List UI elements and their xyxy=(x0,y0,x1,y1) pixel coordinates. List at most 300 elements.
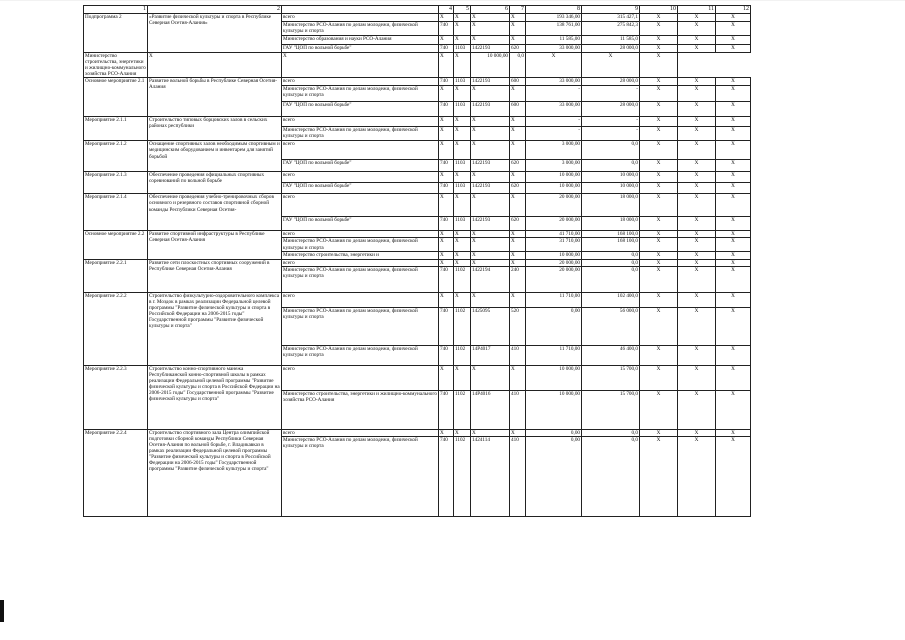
executor: всего xyxy=(282,259,439,266)
col-10: X xyxy=(640,22,678,36)
executor: ГАУ "ЦОП по вольной борьбе" xyxy=(282,160,439,172)
gov-code: X xyxy=(439,238,454,252)
amount-plan: 33 000,00 xyxy=(526,78,582,86)
item-name: Строительство конно-спортивного манежа Республиканской конно-спортивной школы в рамках реализации Федеральной целевой программы "Развитие физической культуры и спорта в Российской Федерации на 2006-2015 годы" Государственной программы "Развитие физической культуры и спорта" xyxy=(148,365,282,429)
col-10: X xyxy=(640,307,678,345)
column-number: 7 xyxy=(510,6,526,14)
col-12: X xyxy=(716,22,751,36)
gov-code: 740 xyxy=(439,307,454,345)
table-row xyxy=(84,365,751,390)
col-11: X xyxy=(678,365,716,390)
col-10: X xyxy=(640,429,678,436)
col-10: X xyxy=(640,238,678,252)
section-code: X xyxy=(454,36,471,45)
amount-fact: 18 000,0 xyxy=(582,194,640,217)
amount-plan: 138 761,00 xyxy=(526,22,582,36)
amount-fact: 0,0 xyxy=(582,266,640,292)
amount-plan: 20 000,00 xyxy=(526,194,582,217)
col-12: X xyxy=(716,141,751,160)
column-number: 8 xyxy=(526,6,582,14)
col-12: X xyxy=(716,429,751,436)
amount-plan: 11 710,00 xyxy=(526,292,582,307)
gov-code: X xyxy=(148,53,282,78)
expense-type: X xyxy=(510,252,526,259)
article-code: X xyxy=(471,194,510,217)
col-11: X xyxy=(678,78,716,86)
amount-plan: - xyxy=(526,86,582,102)
gov-code: 740 xyxy=(439,102,454,117)
executor: ГАУ "ЦОП по вольной борьбе" xyxy=(282,102,439,117)
expense-type: X xyxy=(510,259,526,266)
section-code: 1103 xyxy=(454,102,471,117)
executor: всего xyxy=(282,141,439,160)
col-11: X xyxy=(678,172,716,183)
table-row xyxy=(84,194,751,217)
expense-type: X xyxy=(510,238,526,252)
row-code: Основное мероприятие 2.1 xyxy=(84,78,148,117)
table-row xyxy=(84,292,751,307)
section-code: X xyxy=(454,292,471,307)
item-name: Строительство типовых борцовских залов в сельских районах республики xyxy=(148,117,282,141)
scan-top-edge xyxy=(0,0,905,1)
executor: всего xyxy=(282,429,439,436)
amount-fact: 28 000,0 xyxy=(582,102,640,117)
col-12: X xyxy=(716,160,751,172)
article-code: X xyxy=(439,53,454,78)
col-11: X xyxy=(678,307,716,345)
col-10: X xyxy=(640,141,678,160)
article-code: 1422193 xyxy=(471,102,510,117)
table-row xyxy=(84,259,751,266)
col-11: X xyxy=(678,141,716,160)
article-code: X xyxy=(471,252,510,259)
gov-code: X xyxy=(439,127,454,141)
executor: Министерство РСО-Алания по делам молодежи, физической культуры и спорта xyxy=(282,436,439,516)
col-10: X xyxy=(640,194,678,217)
col-10: X xyxy=(640,365,678,390)
item-name: Строительство физкультурно-оздоровительного комплекса в г. Моздок в рамках реализации Федеральной целевой программы "Развитие физической культуры и спорта в Российской Федерации на 2006-2015 годы" Государственной программы "Развитие физической культуры и спорта" xyxy=(148,292,282,365)
column-number: 11 xyxy=(678,6,716,14)
section-code: X xyxy=(454,252,471,259)
amount-fact: 28 000,0 xyxy=(582,78,640,86)
amount-fact: 0,0 xyxy=(582,160,640,172)
column-number: 9 xyxy=(582,6,640,14)
amount-plan: 33 000,00 xyxy=(526,102,582,117)
col-11: X xyxy=(678,259,716,266)
col-12: X xyxy=(716,117,751,127)
table-row xyxy=(84,429,751,436)
item-name: «Развитие физической культуры и спорта в Республике Северная Осетия-Алания» xyxy=(148,14,282,53)
article-code: X xyxy=(471,259,510,266)
executor: Министерство строительства, энергетики и жилищно-коммунального хозяйства РСО-Алания xyxy=(85,53,146,78)
expense-type: 410 xyxy=(510,345,526,365)
table-row xyxy=(84,141,751,160)
col-11: X xyxy=(678,86,716,102)
amount-plan: 10 000,00 xyxy=(526,252,582,259)
expense-type: 410 xyxy=(510,390,526,429)
amount-plan: 11 710,00 xyxy=(526,345,582,365)
executor: всего xyxy=(282,231,439,238)
col-11: X xyxy=(678,436,716,516)
expense-type: X xyxy=(510,429,526,436)
expense-type: 620 xyxy=(510,45,526,53)
amount-plan: - xyxy=(526,127,582,141)
amount-plan: 10 000,00 xyxy=(526,365,582,390)
row-code: Мероприятие 2.1.1 xyxy=(84,117,148,141)
section-code: X xyxy=(454,429,471,436)
col-12: X xyxy=(716,390,751,429)
section-code: X xyxy=(454,238,471,252)
amount-fact: - xyxy=(582,127,640,141)
amount-fact: 18 000,0 xyxy=(582,217,640,231)
executor: Министерство строительства, энергетики и xyxy=(282,252,439,259)
article-code: X xyxy=(471,86,510,102)
col-11: X xyxy=(678,390,716,429)
amount-fact: 0,0 xyxy=(510,53,526,78)
gov-code: 740 xyxy=(439,22,454,36)
section-code: 1102 xyxy=(454,436,471,516)
amount-plan: 31 710,00 xyxy=(526,238,582,252)
item-name: Обеспечение проведения официальных спортивных соревнований по вольной борьбе xyxy=(148,172,282,194)
gov-code: 740 xyxy=(439,160,454,172)
item-name: Развитие сети плоскостных спортивных сооружений в Республике Северная Осетия-Алания xyxy=(148,259,282,292)
article-code: X xyxy=(471,231,510,238)
article-code: 1425095 xyxy=(471,307,510,345)
gov-code: X xyxy=(439,14,454,22)
item-name: Развитие спортивной инфраструктуры в Республике Северная Осетия-Алания xyxy=(148,231,282,259)
col-10: X xyxy=(640,292,678,307)
amount-plan: 0,00 xyxy=(526,307,582,345)
section-code: 1102 xyxy=(454,345,471,365)
article-code: 14Р4016 xyxy=(471,390,510,429)
article-code: X xyxy=(471,141,510,160)
section-code: 1103 xyxy=(454,45,471,53)
col-10: X xyxy=(640,127,678,141)
row-code: Мероприятие 2.2.1 xyxy=(84,259,148,292)
expense-type: X xyxy=(510,86,526,102)
amount-plan: 0,00 xyxy=(526,436,582,516)
amount-plan: 11 585,00 xyxy=(526,36,582,45)
article-code: 1422193 xyxy=(471,160,510,172)
article-code: X xyxy=(471,429,510,436)
col-10: X xyxy=(640,217,678,231)
amount-fact: 168 100,0 xyxy=(582,231,640,238)
section-code: X xyxy=(454,141,471,160)
table-row xyxy=(84,53,751,78)
column-number: 5 xyxy=(454,6,471,14)
expense-type: X xyxy=(454,53,471,78)
row-code: Мероприятие 2.2.3 xyxy=(84,365,148,429)
col-10: X xyxy=(640,436,678,516)
column-number: 2 xyxy=(148,6,282,14)
column-number: 6 xyxy=(471,6,510,14)
col-11: X xyxy=(678,231,716,238)
gov-code: 740 xyxy=(439,45,454,53)
column-number: 4 xyxy=(439,6,454,14)
col-11: X xyxy=(678,14,716,22)
col-11: X xyxy=(678,217,716,231)
col-12: X xyxy=(716,102,751,117)
executor: всего xyxy=(282,172,439,183)
column-number xyxy=(282,6,439,14)
amount-fact: 168 100,0 xyxy=(582,238,640,252)
article-code: X xyxy=(471,292,510,307)
article-code: X xyxy=(471,117,510,127)
col-10: X xyxy=(640,160,678,172)
col-10: X xyxy=(640,345,678,365)
section-code: X xyxy=(454,127,471,141)
amount-plan: - xyxy=(526,117,582,127)
row-code: Мероприятие 2.2.2 xyxy=(84,292,148,365)
amount-fact: 0,0 xyxy=(582,259,640,266)
col-12: X xyxy=(716,217,751,231)
col-10: X xyxy=(640,102,678,117)
executor: всего xyxy=(282,292,439,307)
section-code: X xyxy=(282,53,439,78)
article-code: 1424114 xyxy=(471,436,510,516)
amount-fact: 10 000,0 xyxy=(582,172,640,183)
col-12: X xyxy=(716,183,751,194)
budget-table-sheet xyxy=(83,5,750,517)
expense-type: 240 xyxy=(510,266,526,292)
article-code: X xyxy=(471,36,510,45)
col-12: X xyxy=(716,78,751,86)
col-12: X xyxy=(716,345,751,365)
column-number: 10 xyxy=(640,6,678,14)
col-10: X xyxy=(640,390,678,429)
col-11: X xyxy=(678,194,716,217)
col-10: X xyxy=(640,78,678,86)
row-code: Основное мероприятие 2.2 xyxy=(84,231,148,259)
col-12: X xyxy=(716,231,751,238)
row-code: Подпрограмма 2 xyxy=(84,14,148,53)
amount-plan: 3 000,00 xyxy=(526,160,582,172)
col-12: X xyxy=(716,36,751,45)
col-11: X xyxy=(678,102,716,117)
expense-type: 600 xyxy=(510,78,526,86)
gov-code: X xyxy=(439,365,454,390)
section-code: 1103 xyxy=(454,217,471,231)
article-code: 14Р4017 xyxy=(471,345,510,365)
section-code: X xyxy=(454,86,471,102)
article-code: X xyxy=(471,14,510,22)
table-row xyxy=(84,78,751,86)
gov-code: 740 xyxy=(439,436,454,516)
amount-plan: 20 000,00 xyxy=(526,266,582,292)
gov-code: X xyxy=(439,231,454,238)
amount-fact: 15 700,0 xyxy=(582,390,640,429)
gov-code: 740 xyxy=(439,390,454,429)
scan-edge-mark xyxy=(0,600,4,622)
gov-code: X xyxy=(439,259,454,266)
amount-fact: 15 700,0 xyxy=(582,365,640,390)
expense-type: X xyxy=(510,231,526,238)
col-12: X xyxy=(716,238,751,252)
amount-plan: 33 000,00 xyxy=(526,45,582,53)
executor: Министерство РСО-Алания по делам молодежи, физической культуры и спорта xyxy=(282,22,439,36)
article-code: 1422193 xyxy=(471,183,510,194)
gov-code: X xyxy=(439,252,454,259)
gov-code: X xyxy=(439,172,454,183)
col-12: X xyxy=(716,292,751,307)
expense-type: 620 xyxy=(510,217,526,231)
gov-code: 740 xyxy=(439,217,454,231)
col-12: X xyxy=(716,307,751,345)
amount-fact: 0,0 xyxy=(582,141,640,160)
table-row xyxy=(84,172,751,183)
gov-code: 740 xyxy=(439,266,454,292)
col-11: X xyxy=(678,252,716,259)
col-10: X xyxy=(640,259,678,266)
col-11: X xyxy=(678,45,716,53)
gov-code: 740 xyxy=(439,183,454,194)
executor: всего xyxy=(282,117,439,127)
amount-fact: - xyxy=(582,86,640,102)
row-code: Мероприятие 2.1.3 xyxy=(84,172,148,194)
amount-fact: 11 585,0 xyxy=(582,36,640,45)
column-number-header-row xyxy=(84,6,751,14)
amount-plan: 10 000,00 xyxy=(471,53,510,78)
article-code: 1422193 xyxy=(471,217,510,231)
col-10: X xyxy=(640,86,678,102)
col-12: X xyxy=(716,172,751,183)
col-10: X xyxy=(640,172,678,183)
item-name: Оснащение спортивных залов необходимым спортивным и медицинским оборудованием и инвентарем для занятий борьбой xyxy=(148,141,282,172)
executor: ГАУ "ЦОП по вольной борьбе" xyxy=(282,45,439,53)
table-row xyxy=(84,14,751,22)
section-code: 1103 xyxy=(454,78,471,86)
col-12: X xyxy=(716,127,751,141)
expense-type: X xyxy=(510,292,526,307)
table-row xyxy=(84,117,751,127)
article-code: 1422193 xyxy=(471,45,510,53)
executor: Министерство РСО-Алания по делам молодежи, физической культуры и спорта xyxy=(282,238,439,252)
row-code: Мероприятие 2.1.4 xyxy=(84,194,148,231)
col-11: X xyxy=(678,160,716,172)
article-code: X xyxy=(471,238,510,252)
expense-type: X xyxy=(510,127,526,141)
col-11: X xyxy=(678,266,716,292)
section-code: 1103 xyxy=(454,183,471,194)
amount-fact: - xyxy=(582,117,640,127)
item-name: Обеспечение проведения учебно-тренировочных сборов основного и резервного составов спортивной сборной команды Республики Северная Осетия- xyxy=(148,194,282,231)
col-10: X xyxy=(640,266,678,292)
gov-code: 740 xyxy=(439,78,454,86)
executor: Министерство образования и науки РСО-Алания xyxy=(282,36,439,45)
col-10: X xyxy=(640,117,678,127)
col-12: X xyxy=(640,53,678,78)
section-code: X xyxy=(454,14,471,22)
section-code: X xyxy=(454,22,471,36)
row-code: Мероприятие 2.2.4 xyxy=(84,429,148,516)
executor: Министерство РСО-Алания по делам молодежи, физической культуры и спорта xyxy=(282,266,439,292)
item-name: Развитие вольной борьбы в Республике Северная Осетия-Алания xyxy=(148,78,282,117)
executor: всего xyxy=(282,365,439,390)
section-code: X xyxy=(454,172,471,183)
col-10: X xyxy=(640,231,678,238)
section-code: 1103 xyxy=(454,160,471,172)
article-code: X xyxy=(471,127,510,141)
expense-type: 600 xyxy=(510,102,526,117)
expense-type: X xyxy=(510,365,526,390)
col-11: X xyxy=(678,183,716,194)
col-11: X xyxy=(678,292,716,307)
amount-plan: 41 710,00 xyxy=(526,231,582,238)
gov-code: X xyxy=(439,36,454,45)
executor: всего xyxy=(282,14,439,22)
gov-code: X xyxy=(439,292,454,307)
col-12: X xyxy=(716,365,751,390)
gov-code: X xyxy=(439,194,454,217)
item-name: Строительство спортивного зала Центра олимпийской подготовки сборной команды Республики Северная Осетия-Алания по вольной борьбе, г. Владикавказ в рамках реализации Федеральной целевой программы "Развитие физической культуры и спорта в Российской Федерации на 2006-2015 годы" Государственной программы "Развитие физической культуры и спорта" xyxy=(148,429,282,516)
expense-type: X xyxy=(510,194,526,217)
amount-plan: 3 000,00 xyxy=(526,141,582,160)
col-10: X xyxy=(640,14,678,22)
column-number: 12 xyxy=(716,6,751,14)
col-12: X xyxy=(716,266,751,292)
amount-fact: 10 000,0 xyxy=(582,183,640,194)
expense-type: 620 xyxy=(510,160,526,172)
col-12: X xyxy=(716,45,751,53)
col-11: X xyxy=(582,53,640,78)
amount-fact: 28 000,0 xyxy=(582,45,640,53)
gov-code: X xyxy=(439,86,454,102)
column-number: 1 xyxy=(84,6,148,14)
amount-fact: 102 400,0 xyxy=(582,292,640,307)
section-code: X xyxy=(454,365,471,390)
amount-plan: 20 000,00 xyxy=(526,259,582,266)
expense-type: X xyxy=(510,22,526,36)
col-10: X xyxy=(640,36,678,45)
gov-code: X xyxy=(439,117,454,127)
section-code: 1102 xyxy=(454,390,471,429)
col-11: X xyxy=(678,36,716,45)
amount-fact: 315 427,1 xyxy=(582,14,640,22)
col-11: X xyxy=(678,429,716,436)
amount-fact: 0,0 xyxy=(582,436,640,516)
executor: всего xyxy=(282,78,439,86)
col-12: X xyxy=(716,86,751,102)
article-code: 1422193 xyxy=(471,78,510,86)
row-code: Мероприятие 2.1.2 xyxy=(84,141,148,172)
section-code: 1102 xyxy=(454,307,471,345)
col-11: X xyxy=(678,238,716,252)
col-11: X xyxy=(678,127,716,141)
col-10: X xyxy=(640,183,678,194)
col-11: X xyxy=(678,22,716,36)
executor: всего xyxy=(282,194,439,217)
article-code: X xyxy=(471,172,510,183)
col-11: X xyxy=(678,345,716,365)
amount-fact: 0,0 xyxy=(582,429,640,436)
executor: Министерство РСО-Алания по делам молодежи, физической культуры и спорта xyxy=(282,345,439,365)
col-10: X xyxy=(640,45,678,53)
expense-type: 620 xyxy=(510,183,526,194)
budget-table xyxy=(83,5,751,517)
section-code: X xyxy=(454,117,471,127)
section-code: X xyxy=(454,194,471,217)
table-row xyxy=(84,231,751,238)
amount-fact: 56 000,0 xyxy=(582,307,640,345)
amount-fact: 46 400,0 xyxy=(582,345,640,365)
gov-code: X xyxy=(439,141,454,160)
article-code: 1422194 xyxy=(471,266,510,292)
article-code: X xyxy=(471,22,510,36)
expense-type: 410 xyxy=(510,436,526,516)
col-12: X xyxy=(716,14,751,22)
expense-type: X xyxy=(510,141,526,160)
expense-type: X xyxy=(510,14,526,22)
